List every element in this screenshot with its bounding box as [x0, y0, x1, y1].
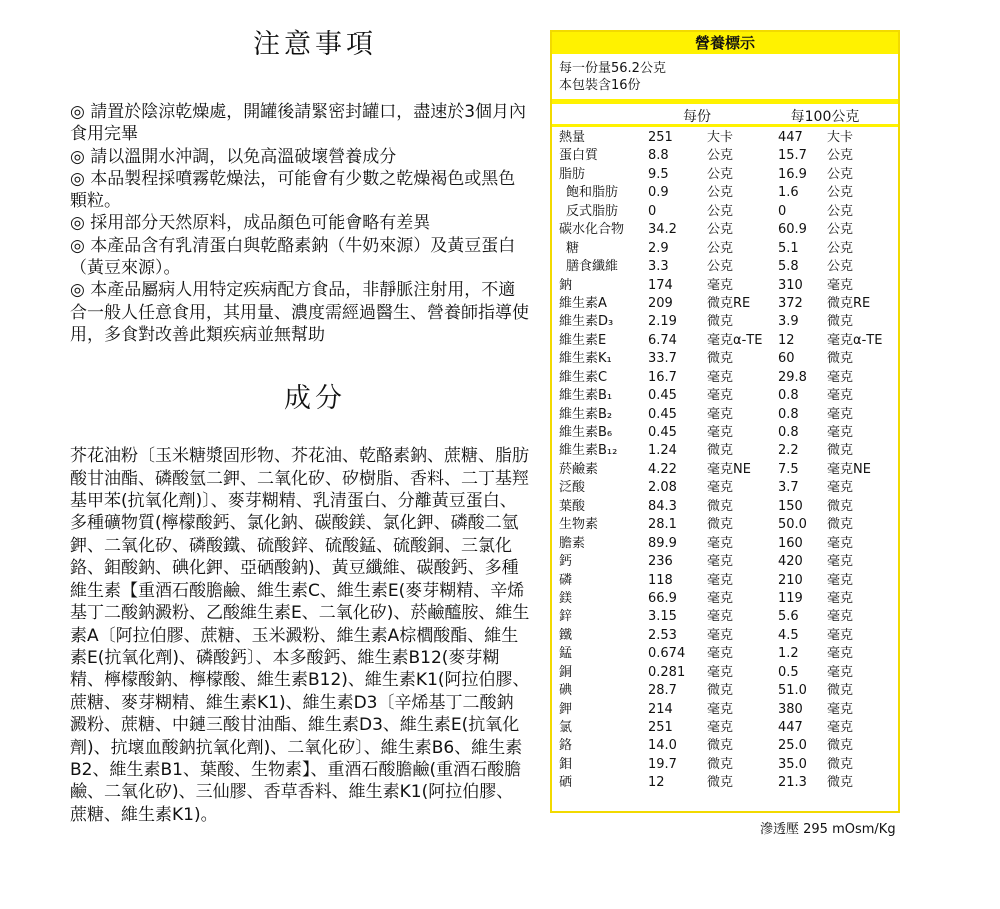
nutrition-row [552, 572, 898, 590]
unit-per-serving: 毫克 [707, 590, 734, 606]
value-per-100g: 3.7 [778, 480, 799, 496]
value-per-serving: 0.45 [648, 425, 677, 440]
nutrition-row [552, 332, 898, 350]
nutrition-row [552, 442, 898, 460]
nutrition-row [552, 756, 898, 774]
value-per-serving: 2.53 [648, 627, 677, 643]
value-per-serving: 19.7 [648, 756, 677, 772]
nutrient-name: 銅 [559, 664, 573, 680]
nutrition-row [552, 258, 898, 276]
left-column [70, 22, 530, 826]
value-per-100g: 21.3 [778, 775, 807, 791]
unit-per-100g: 微克 [827, 775, 854, 791]
unit-per-serving: 毫克NE [707, 461, 751, 477]
nutrient-name: 脂肪 [559, 166, 586, 182]
unit-per-serving: 公克 [707, 148, 734, 164]
nutrition-row [552, 166, 898, 184]
value-per-100g: 7.5 [778, 461, 799, 477]
nutrition-row [552, 406, 898, 424]
unit-per-serving: 公克 [707, 203, 734, 219]
unit-per-100g: 微克 [827, 683, 854, 699]
unit-per-serving: 毫克 [707, 720, 734, 735]
nutrient-name: 鋅 [559, 609, 573, 625]
nutrition-row [552, 479, 898, 497]
value-per-serving: 1.24 [648, 443, 677, 459]
nutrient-name: 維生素D₃ [559, 314, 614, 330]
unit-per-100g: 毫克 [827, 646, 854, 662]
unit-per-100g: 大卡 [827, 130, 854, 145]
unit-per-serving: 微克 [707, 443, 734, 459]
value-per-serving: 84.3 [648, 498, 677, 514]
nutrient-name: 鐵 [559, 627, 573, 643]
value-per-serving: 8.8 [648, 148, 669, 164]
unit-per-100g: 公克 [827, 148, 854, 164]
nutrition-row [552, 682, 898, 700]
nutrient-name: 菸鹼素 [559, 461, 599, 477]
unit-per-serving: 微克RE [707, 295, 751, 311]
nutrient-name: 反式脂肪 [566, 203, 619, 219]
unit-per-100g: 微克 [827, 738, 854, 754]
value-per-100g: 3.9 [778, 314, 799, 330]
notice-item: ◎ 請以溫開水沖調，以免高溫破壞營養成分 [70, 146, 397, 167]
value-per-100g: 0.8 [778, 406, 799, 422]
unit-per-100g: 公克 [827, 203, 854, 219]
unit-per-serving: 毫克 [707, 277, 734, 293]
unit-per-serving: 毫克 [707, 554, 734, 570]
unit-per-serving: 微克 [707, 775, 734, 791]
unit-per-100g: 毫克 [827, 535, 854, 551]
nutrient-name: 鈉 [559, 277, 573, 293]
nutrient-name: 維生素B₂ [559, 406, 613, 422]
ingredients-text: 芥花油粉〔玉米糖漿固形物、芥花油、乾酪素鈉、蔗糖、脂肪酸甘油酯、磷酸氫二鉀、二氧化矽、矽樹脂、香料、二丁基羥基甲苯(抗氧化劑)〕、麥芽糊精、乳清蛋白、分離黃豆蛋白、多種礦物質(檸檬酸鈣、氯化鈉、碳酸鎂、氯化鉀、磷酸二氫鉀、二氧化矽、磷酸鐵、硫酸鋅、硫酸錳、硫酸銅、三氯化鉻、鉬酸鈉、碘化鉀、亞硒酸鈉)、黃豆纖維、碳酸鈣、多種維生素【重酒石酸膽鹼、維生素C、維生素E(麥芽糊精、辛烯基丁二酸鈉澱粉、乙酸維生素E、二氧化矽)、菸鹼醯胺、維生素A〔阿拉伯膠、蔗糖、玉米澱粉、維生素A棕櫚酸酯、維生素E(抗氧化劑)、磷酸鈣〕、本多酸鈣、維生素B12(麥芽糊精、檸檬酸鈉、檸檬酸、維生素B12)、維生素K1(阿拉伯膠、蔗糖、麥芽糊精、維生素K1)、維生素D3〔辛烯基丁二酸鈉澱粉、蔗糖、中鏈三酸甘油酯、維生素D3、維生素E(抗氧化劑)、抗壞血酸鈉抗氧化劑)、二氧化矽〕、維生素B6、維生素B2、維生素B1、葉酸、生物素】、重酒石酸膽鹼(重酒石酸膽鹼、二氧化矽)、三仙膠、香草香料、維生素K1(阿拉伯膠、蔗糖、維生素K1)。 [70, 446, 530, 825]
value-per-serving: 0.674 [648, 646, 686, 662]
value-per-100g: 51.0 [778, 683, 807, 699]
unit-per-100g: 毫克 [827, 701, 854, 717]
nutrient-name: 泛酸 [559, 480, 586, 496]
value-per-100g: 4.5 [778, 627, 799, 643]
nutrition-row [552, 701, 898, 719]
value-per-100g: 210 [778, 572, 803, 588]
value-per-serving: 0.45 [648, 406, 677, 422]
value-per-serving: 28.7 [648, 683, 677, 699]
unit-per-serving: 微克 [707, 517, 734, 533]
nutrition-row [552, 147, 898, 165]
value-per-serving: 3.3 [648, 259, 669, 275]
unit-per-serving: 毫克 [707, 535, 734, 551]
value-per-serving: 9.5 [648, 166, 669, 182]
nutrient-name: 鉬 [559, 756, 573, 772]
nutrient-name: 蛋白質 [559, 148, 599, 164]
nutrition-title: 營養標示 [552, 32, 898, 54]
nutrient-name: 維生素B₁ [559, 388, 613, 404]
unit-per-serving: 公克 [707, 166, 734, 182]
unit-per-100g: 微克 [827, 756, 854, 772]
value-per-serving: 2.08 [648, 480, 677, 496]
value-per-serving: 251 [648, 130, 673, 145]
nutrition-row [552, 516, 898, 534]
nutrition-row [552, 535, 898, 553]
unit-per-100g: 毫克 [827, 590, 854, 606]
unit-per-100g: 微克 [827, 443, 854, 459]
unit-per-100g: 毫克 [827, 388, 854, 404]
unit-per-serving: 毫克 [707, 646, 734, 662]
value-per-100g: 35.0 [778, 756, 807, 772]
value-per-100g: 60.9 [778, 222, 807, 238]
nutrient-name: 生物素 [559, 517, 599, 533]
unit-per-serving: 毫克 [707, 406, 734, 422]
unit-per-serving: 毫克 [707, 627, 734, 643]
unit-per-100g: 毫克 [827, 554, 854, 570]
value-per-100g: 310 [778, 277, 803, 293]
value-per-serving: 12 [648, 775, 665, 791]
nutrition-row [552, 387, 898, 405]
notice-item: ◎ 本產品屬病人用特定疾病配方食品，非靜脈注射用，不適合一般人任意食用，其用量、濃度需經過醫生、營養師指導使用，多食對改善此類疾病並無幫助 [70, 280, 529, 345]
nutrient-name: 飽和脂肪 [566, 185, 619, 201]
nutrient-name: 鎂 [559, 590, 573, 606]
notice-item: ◎ 採用部分天然原料，成品顏色可能會略有差異 [70, 213, 431, 234]
nutrition-row [552, 608, 898, 626]
nutrition-panel [550, 30, 900, 813]
value-per-serving: 14.0 [648, 738, 677, 754]
value-per-serving: 28.1 [648, 517, 677, 533]
value-per-100g: 50.0 [778, 517, 807, 533]
unit-per-100g: 公克 [827, 185, 854, 201]
nutrient-name: 鈣 [559, 554, 573, 570]
value-per-100g: 1.2 [778, 646, 799, 662]
nutrition-row [552, 737, 898, 755]
unit-per-serving: 毫克 [707, 664, 734, 680]
nutrient-name: 維生素C [559, 369, 608, 385]
nutrition-row [552, 240, 898, 258]
nutrition-row [552, 184, 898, 202]
column-header [552, 104, 898, 124]
nutrient-name: 維生素K₁ [559, 351, 612, 367]
nutrition-rows [552, 127, 898, 793]
value-per-serving: 33.7 [648, 351, 677, 367]
nutrition-row [552, 203, 898, 221]
value-per-100g: 5.8 [778, 259, 799, 275]
notice-item: ◎ 本產品含有乳清蛋白與乾酪素鈉（牛奶來源）及黃豆蛋白（黃豆來源）。 [70, 235, 516, 279]
value-per-serving: 89.9 [648, 535, 677, 551]
nutrient-name: 鉀 [559, 701, 573, 717]
value-per-serving: 16.7 [648, 369, 677, 385]
col-per-serving: 每份 [683, 109, 711, 125]
value-per-serving: 2.19 [648, 314, 677, 330]
unit-per-100g: 毫克 [827, 627, 854, 643]
value-per-100g: 16.9 [778, 166, 807, 182]
nutrition-row [552, 645, 898, 663]
ingredients-title: 成分 [284, 383, 346, 415]
unit-per-100g: 毫克 [827, 720, 854, 735]
value-per-100g: 60 [778, 351, 795, 367]
nutrient-name: 硒 [559, 775, 573, 791]
nutrient-name: 碳水化合物 [559, 222, 625, 238]
value-per-100g: 0.8 [778, 388, 799, 404]
value-per-100g: 447 [778, 720, 803, 735]
col-per-100g: 每100公克 [790, 109, 860, 125]
unit-per-serving: 公克 [707, 259, 734, 275]
unit-per-serving: 毫克 [707, 369, 734, 385]
value-per-100g: 1.6 [778, 185, 799, 201]
unit-per-serving: 毫克 [707, 609, 734, 625]
nutrient-name: 鉻 [559, 738, 573, 754]
value-per-serving: 118 [648, 572, 673, 588]
unit-per-100g: 毫克 [827, 664, 854, 680]
unit-per-serving: 微克 [707, 351, 734, 367]
unit-per-serving: 微克 [707, 683, 734, 699]
nutrition-row [552, 424, 898, 442]
nutrient-name: 錳 [559, 646, 573, 662]
value-per-serving: 34.2 [648, 222, 677, 238]
unit-per-100g: 公克 [827, 259, 854, 275]
value-per-serving: 0.45 [648, 388, 677, 404]
value-per-serving: 174 [648, 277, 673, 293]
value-per-100g: 0.8 [778, 425, 799, 440]
unit-per-100g: 微克 [827, 498, 854, 514]
value-per-100g: 2.2 [778, 443, 799, 459]
nutrient-name: 膳食纖維 [566, 259, 619, 275]
unit-per-100g: 毫克NE [827, 461, 871, 477]
unit-per-100g: 毫克 [827, 277, 854, 293]
nutrient-name: 葉酸 [559, 498, 586, 514]
nutrition-row [552, 664, 898, 682]
unit-per-serving: 公克 [707, 240, 734, 256]
value-per-100g: 420 [778, 554, 803, 570]
value-per-serving: 209 [648, 295, 673, 311]
value-per-serving: 0.281 [648, 664, 686, 680]
unit-per-serving: 毫克α-TE [707, 332, 763, 348]
nutrition-row [552, 498, 898, 516]
unit-per-100g: 毫克 [827, 425, 854, 440]
unit-per-serving: 微克 [707, 498, 734, 514]
notice-list [70, 101, 530, 346]
value-per-100g: 25.0 [778, 738, 807, 754]
nutrition-row [552, 553, 898, 571]
unit-per-100g: 毫克α-TE [827, 332, 883, 348]
value-per-serving: 0 [648, 203, 657, 219]
nutrition-row [552, 719, 898, 737]
unit-per-100g: 毫克 [827, 572, 854, 588]
value-per-100g: 0 [778, 203, 787, 219]
nutrient-name: 氯 [559, 720, 573, 735]
unit-per-100g: 微克 [827, 517, 854, 533]
nutrient-name: 碘 [559, 683, 573, 699]
unit-per-100g: 公克 [827, 240, 854, 256]
unit-per-serving: 毫克 [707, 388, 734, 404]
value-per-100g: 29.8 [778, 369, 807, 385]
value-per-serving: 2.9 [648, 240, 669, 256]
unit-per-serving: 微克 [707, 314, 734, 330]
unit-per-serving: 微克 [707, 738, 734, 754]
unit-per-serving: 毫克 [707, 572, 734, 588]
serving-size: 每一份量56.2公克 [559, 61, 666, 76]
unit-per-serving: 毫克 [707, 701, 734, 717]
nutrient-name: 維生素A [559, 295, 607, 311]
value-per-serving: 4.22 [648, 461, 677, 477]
value-per-100g: 5.1 [778, 240, 799, 256]
unit-per-100g: 公克 [827, 166, 854, 182]
value-per-100g: 5.6 [778, 609, 799, 625]
servings-per-package: 本包裝含16份 [559, 78, 641, 93]
nutrition-row [552, 627, 898, 645]
value-per-100g: 15.7 [778, 148, 807, 164]
nutrition-row [552, 461, 898, 479]
value-per-100g: 0.5 [778, 664, 799, 680]
unit-per-100g: 毫克 [827, 609, 854, 625]
unit-per-serving: 大卡 [707, 130, 734, 145]
unit-per-100g: 微克 [827, 351, 854, 367]
value-per-100g: 150 [778, 498, 803, 514]
nutrition-row [552, 221, 898, 239]
unit-per-serving: 微克 [707, 756, 734, 772]
unit-per-100g: 毫克 [827, 480, 854, 496]
value-per-serving: 236 [648, 554, 673, 570]
value-per-serving: 251 [648, 720, 673, 735]
value-per-serving: 6.74 [648, 332, 677, 348]
value-per-100g: 12 [778, 332, 795, 348]
nutrition-row [552, 129, 898, 147]
nutrition-row [552, 313, 898, 331]
osmolality: 滲透壓 295 mOsm/Kg [760, 822, 896, 837]
nutrient-name: 熱量 [559, 130, 586, 145]
unit-per-100g: 毫克 [827, 369, 854, 385]
nutrition-row [552, 774, 898, 792]
value-per-100g: 160 [778, 535, 803, 551]
nutrient-name: 維生素B₆ [559, 425, 613, 440]
unit-per-serving: 毫克 [707, 425, 734, 440]
notice-item: ◎ 請置於陰涼乾燥處，開罐後請緊密封罐口，盡速於3個月內食用完畢 [70, 102, 527, 145]
value-per-100g: 380 [778, 701, 803, 717]
value-per-serving: 3.15 [648, 609, 677, 625]
nutrient-name: 膽素 [559, 535, 586, 551]
unit-per-100g: 微克RE [827, 295, 871, 311]
unit-per-serving: 公克 [707, 222, 734, 238]
unit-per-100g: 微克 [827, 314, 854, 330]
unit-per-serving: 公克 [707, 185, 734, 201]
nutrient-name: 糖 [566, 240, 580, 256]
nutrition-row [552, 295, 898, 313]
nutrition-row [552, 369, 898, 387]
unit-per-100g: 毫克 [827, 406, 854, 422]
unit-per-serving: 毫克 [707, 480, 734, 496]
value-per-100g: 119 [778, 590, 803, 606]
serving-info [552, 54, 898, 94]
notice-title: 注意事項 [253, 29, 377, 60]
nutrient-name: 磷 [559, 572, 573, 588]
nutrient-name: 維生素B₁₂ [559, 443, 618, 459]
value-per-100g: 447 [778, 130, 803, 145]
nutrient-name: 維生素E [559, 332, 607, 348]
value-per-serving: 214 [648, 701, 673, 717]
nutrition-row [552, 590, 898, 608]
nutrition-row [552, 277, 898, 295]
unit-per-100g: 公克 [827, 222, 854, 238]
notice-item: ◎ 本品製程採噴霧乾燥法，可能會有少數之乾燥褐色或黑色顆粒。 [70, 168, 516, 212]
value-per-serving: 0.9 [648, 185, 669, 201]
nutrition-row [552, 350, 898, 368]
value-per-100g: 372 [778, 295, 803, 311]
value-per-serving: 66.9 [648, 590, 677, 606]
